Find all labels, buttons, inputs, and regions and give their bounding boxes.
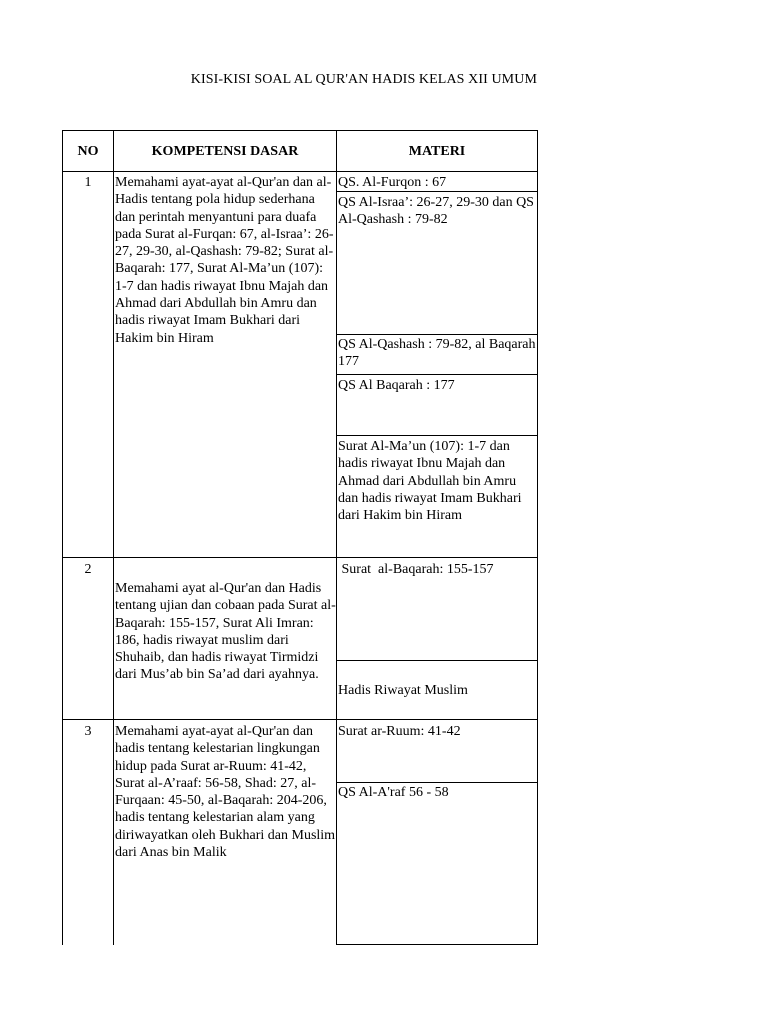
row-1-materi-4: QS Al Baqarah : 177 xyxy=(338,378,455,393)
row-1-materi-1: QS. Al-Furqon : 67 xyxy=(338,175,447,190)
row-3-kompetensi-dasar: Memahami ayat-ayat al-Qur'an dan hadis tentang kelestarian lingkungan hidup pada Surat ar-Ruum: 41-42, Surat al-A’raaf: 56-58, Shad: 27, al-Furqaan: 45-50, al-Baqarah: 204-206, hadis tentang kelestarian alam yang diriwayatkan oleh Bukhari dan Muslim dari Anas bin Malik xyxy=(115,724,336,861)
row-1-materi-2: QS Al-Israa’: 26-27, 29-30 dan QS Al-Qashash : 79-82 xyxy=(338,195,534,228)
row-3-number: 3 xyxy=(84,724,92,739)
header-no: NO xyxy=(77,144,99,159)
row-3-materi-1: Surat ar-Ruum: 41-42 xyxy=(338,724,461,739)
document-title: KISI-KISI SOAL AL QUR'AN HADIS KELAS XII UMUM xyxy=(190,72,537,87)
header-kompetensi-dasar: KOMPETENSI DASAR xyxy=(151,144,299,159)
row-1-kompetensi-dasar: Memahami ayat-ayat al-Qur'an dan al-Hadis tentang pola hidup sederhana dan perintah menyantuni para duafa pada Surat al-Furqan: 67, al-Israa’: 26-27, 29-30, al-Qashash: 79-82; Surat al-Baqarah: 177, Surat Al-Ma’un (107): 1-7 dan hadis riwayat Ibnu Majah dan Ahmad dari Abdullah bin Amru dan hadis riwayat Imam Bukhari dari Hakim bin Hiram xyxy=(115,175,334,346)
row-2-materi-1: Surat al-Baqarah: 155-157 xyxy=(338,562,494,577)
row-1-number: 1 xyxy=(84,175,92,190)
row-3-materi-2: QS Al-A'raf 56 - 58 xyxy=(338,785,449,800)
row-2-number: 2 xyxy=(84,562,92,577)
row-2-kompetensi-dasar: Memahami ayat al-Qur'an dan Hadis tentang ujian dan cobaan pada Surat al-Baqarah: 155-157, Surat Ali Imran: 186, hadis riwayat muslim dari Shuhaib, dan hadis riwayat Tirmidzi dari Mus’ab bin Sa’ad dari ayahnya. xyxy=(115,581,336,683)
row-1-materi-5: Surat Al-Ma’un (107): 1-7 dan hadis riwayat Ibnu Majah dan Ahmad dari Abdullah bin Amru dan hadis riwayat Imam Bukhari dari Hakim bin Hiram xyxy=(338,439,522,524)
row-1-materi-3: QS Al-Qashash : 79-82, al Baqarah 177 xyxy=(338,337,536,370)
row-2-materi-2: Hadis Riwayat Muslim xyxy=(338,683,468,698)
header-materi: MATERI xyxy=(408,144,466,159)
